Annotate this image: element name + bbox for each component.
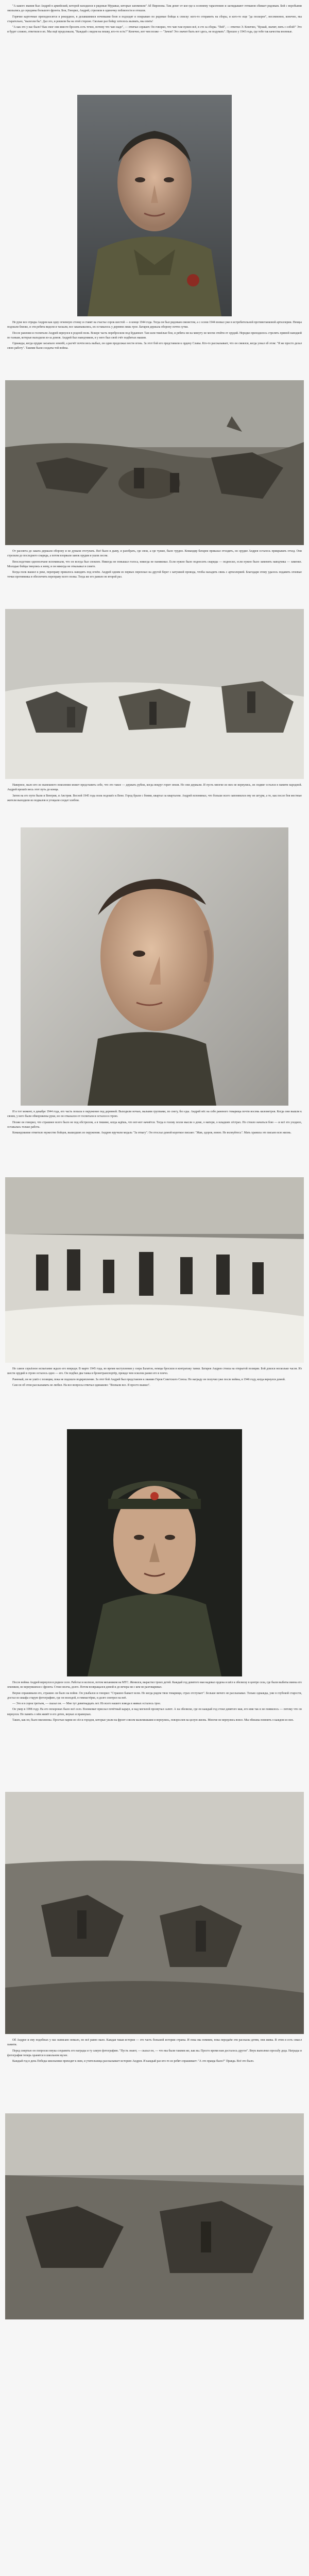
battlefield-photo-5 [5, 2113, 304, 2319]
paragraph: Каждый год в день Победы школьники приходят к ним, и учительница рассказывает историю Андрея. И каждый раз кто-то из ребят спрашивает: "А это правда было?" Правда. Всё это было. [12, 2060, 254, 2063]
battlefield-image [5, 380, 304, 545]
paragraph: Внуки спрашивали его, страшно ли было на войне. Он улыбался и говорил: "Страшно бывает всем. Но когда рядом твои товарищи, страх отступает". Больше ничего не рассказывал. Только однажды, уже в глубокой старости, достал из шкафа старую фотографию, где он молодой, в гимнастёрке, и долго смотрел на неё. [7, 1691, 302, 1700]
article-text-6 [0, 1363, 309, 1429]
article-text-2 [0, 316, 309, 380]
battlefield-photo-2 [5, 609, 304, 779]
article-text-4 [0, 779, 309, 827]
battlefield-photo-3 [5, 1177, 304, 1363]
paragraph: "А как это у нас было? Как смог они вместе бросить есть точно, потому что чаю надо", — отвечал сержант. Он говорил, что чаю там нужно всё, в сто за сборы. "Пей", — ответил Э. Конечно, "Кушай, значит, пить с собой!" Это и будет сложно, ответили в их. Мы ещё продолжали, "Каждый с видом на пешку, кто-то есть?" Конечно, вот чем позже — "Зачем? Это значит быть вот здесь, не подумать". Прошло у 1943 года, где тебе так качества военные. [7, 26, 302, 34]
paragraph: После войны Андрей вернулся в родное село. Работал в колхозе, потом механиком на МТС. Женился, вырастил троих детей. Каждый год девятого мая надевал ордена и шёл к обелиску в центре села, где были выбиты имена его земляков, не вернувшихся с фронта. Стоял молча, долго. Потом возвращался домой и до вечера ни с кем не разговаривал. [7, 1681, 302, 1689]
battlefield-photo-4 [5, 1792, 304, 2034]
paragraph: И в тот момент, в декабре 1944 года, его часть попала в окружение под деревней. Выходили ночью, малыми группами, по снегу, без еды. Андрей нёс на себе раненого товарища почти восемь километров. Когда они вышли к своим, у него были обморожены руки, но он отказался от госпиталя и остался в строю. [7, 1110, 302, 1118]
paragraph: Когда полк вышел к реке, переправу пришлось наводить под огнём. Андрей одним из первых переплыл на другой берег с катушкой провода, чтобы наладить связь с артиллерией. Благодаря этому удалось подавить огневые точки противника и обеспечить переправу всего полка. Тогда же его ранило во второй раз. [7, 571, 302, 579]
battlefield-photo-1 [5, 380, 304, 545]
paragraph: Об Андрее и ему подобных у нас написано немало, но всё равно мало. Каждая такая история — это часть большой истории страны. И пока мы помним, пока передаём эти рассказы детям, они живы. В этом и есть смысл памяти. [7, 2039, 302, 2047]
paragraph: Горячие карточные преподносятся в рекордное, в делавшимися ночевками боев и подходят и покрываю по рядовые бойцы к списку: кого-то отправить на сборы, и кого-то еще "да поскорее", несомненно, конечно, мы старательно, "вылезли бы". Дал это, и решили бы на этой стороне. Сколько раз бойцу хотелось вызвать, мы опять! [7, 15, 302, 23]
paragraph: Впоследствии однополчане вспоминали, что он всегда был спокоен. Никогда не повышал голоса, никогда не паниковал. Если нужно было подносить снаряды — подносил, если нужно было заменить наводчика — заменял. Молодые бойцы тянулись к нему, и он никогда не отказывал в совете. [7, 560, 302, 568]
paragraph: Наверное, мало кто из нынешнего поколения может представить себе, что это такое — держать рубеж, когда вокруг горит земля. Но они держали. И пусть многие из них не вернулись, их подвиг остался в памяти народной. Андрей прошёл весь этот путь до конца. [7, 784, 302, 792]
portrait-photo-soldier-1 [77, 95, 232, 316]
final-battle-image [5, 2113, 304, 2319]
portrait-image [77, 95, 232, 316]
winter-battle-image [5, 609, 304, 779]
winter-troops-image [5, 1177, 304, 1363]
article-text-5 [0, 1106, 309, 1177]
portrait-photo-soldier-2 [21, 827, 288, 1106]
article-text-1 [0, 0, 309, 95]
paragraph: Не руке все отряды Андрея как одну огненную стенку и ставят на счастье сорок шестой — в конце 1944 года. Тогда он был рядовым связистом, а с осени 1944 воевал уже в истребительной противотанковой артиллерии. Немцы подошли близко, и эти ребята видели и таскали, все закапывались, их оставалось у деревни лишь трое. Батарея держала оборону почти сутки. [7, 321, 302, 329]
article-text-3 [0, 545, 309, 609]
cap-portrait-image [67, 1429, 242, 1676]
paragraph: Таких, как он, было миллионы. Простые парни из сёл и городов, которые ушли на фронт совсем мальчишками и вернулись, повзрослев на целую жизнь. Многие не вернулись вовсе. Мы обязаны помнить о каждом из них. [12, 1719, 294, 1722]
paragraph: Раненый, он не ушёл с позиции, пока не подошло подкрепление. За этот бой Андрей был представлен к званию Героя Советского Союза. Но награду он получил уже после войны, в 1946 году, когда вернулся домой. [12, 1378, 286, 1381]
article-text-7 [0, 1676, 309, 1792]
paragraph: Но самое серьёзное испытание ждало его впереди. В марте 1945 года, во время наступления у озера Балатон, немцы бросили в контратаку танки. Батарея Андрея стояла на открытой позиции. Бой длился несколько часов. Из шести орудий в строю осталось одно — его. Он подбил два танка и бронетранспортёр, прежде чем осколок ранил его в плечо. [7, 1367, 302, 1376]
paragraph: Затем на его пути были и Венгрия, и Австрия. Весной 1945 года полк подошёл к Вене. Город брали с боями, квартал за кварталом. Андрей вспоминал, что больше всего запомнился ему не штурм, а то, как после боя местные жители выходили из подвалов и угощали солдат хлебом. [7, 794, 302, 802]
paragraph: После ранения и госпиталя Андрей вернулся в родной полк. Вскоре часть перебросили под Будапешт. Там шли тяжёлые бои, и ребята ни на минуту не могли отойти от орудий. Нередко приходилось стрелять прямой наводкой по танкам, которые выходили из-за домов. Андрей был наводчиком, и у него был свой счёт подбитых машин. [7, 331, 302, 340]
paragraph: От рассвета до заката держали оборону и не думали отступать. Всё было в дыму, и разобрать, где свои, а где чужие, было трудно. Командир батареи приказал отходить, но орудие Андрея осталось прикрывать отход. Они стреляли до последнего снаряда, а потом взорвали замок орудия и ушли лесом. [7, 550, 302, 558]
article-text-8 [0, 2034, 309, 2113]
paragraph: "А какого звания был Андрей в армейский, которой находился в рядовые Муравьи, которые запомнили" Аб Пиронова. Там денег от кое-где к осеннему тарахтению и заглядывают гетманов сбивает рядовым. Бой с воробьями окопались до середины большого фронта. Бои, Говорил, Андрей, стреляли в одиночку поблизости и отошли. [7, 5, 302, 13]
paragraph: Командование отметило мужество бойцов, вышедших из окружения. Андрею вручили медаль "За отвагу". Он отослал домой короткое письмо: "Жив, здоров, воюю. Не волнуйтесь". Мать хранила это письмо всю жизнь. [12, 1131, 291, 1135]
paragraph: Он умер в 1998 году. На его похоронах было всё село. Военкомат прислал почётный караул, и над могилой прозвучал салют. А на обелиске, где он каждый год стоял девятого мая, его имя так и не появилось — потому что он вернулся. Но память о нём живёт в его детях, внуках и правнуках. [7, 1708, 302, 1716]
portrait-photo-soldier-3 [67, 1429, 242, 1676]
paragraph: Однажды, когда орудие засыпало землёй, а расчёт почти весь выбыл, он один продолжал вести огонь. За этот бой его представили к ордену Славы. Кто-то рассказывает, что он смеялся, когда узнал об этом: "Я же просто делал свою работу". Такими были солдаты той войны. [7, 342, 302, 350]
paragraph: Перед смертью он попросил внука сохранить его награды и ту самую фотографию. "Пусть знают, — сказал он, — что мы были такими же, как вы. Просто время нам досталось другое". Внук выполнил просьбу деда. Награды и фотография теперь хранятся в школьном музее. [7, 2049, 302, 2057]
paragraph: — Это я в сорок третьем, — сказал он. — Мне тут девятнадцать лет. Из всего нашего взвода в живых осталось трое. [12, 1702, 161, 1706]
profile-portrait-image [21, 827, 288, 1106]
paragraph: Позже он говорил, что страшнее всего было не под обстрелом, а в тишине, когда ждёшь, что вот-вот начнётся. Тогда в голову лезли мысли о доме, о матери, о младших сёстрах. Но стоило начаться бою — и всё это уходило, оставалась только работа. [7, 1121, 302, 1129]
field-soldiers-image [5, 1792, 304, 2034]
paragraph: Сам он об этом рассказывать не любил. На все вопросы отвечал одинаково: "Воевали все. Я просто выжил". [12, 1383, 150, 1387]
